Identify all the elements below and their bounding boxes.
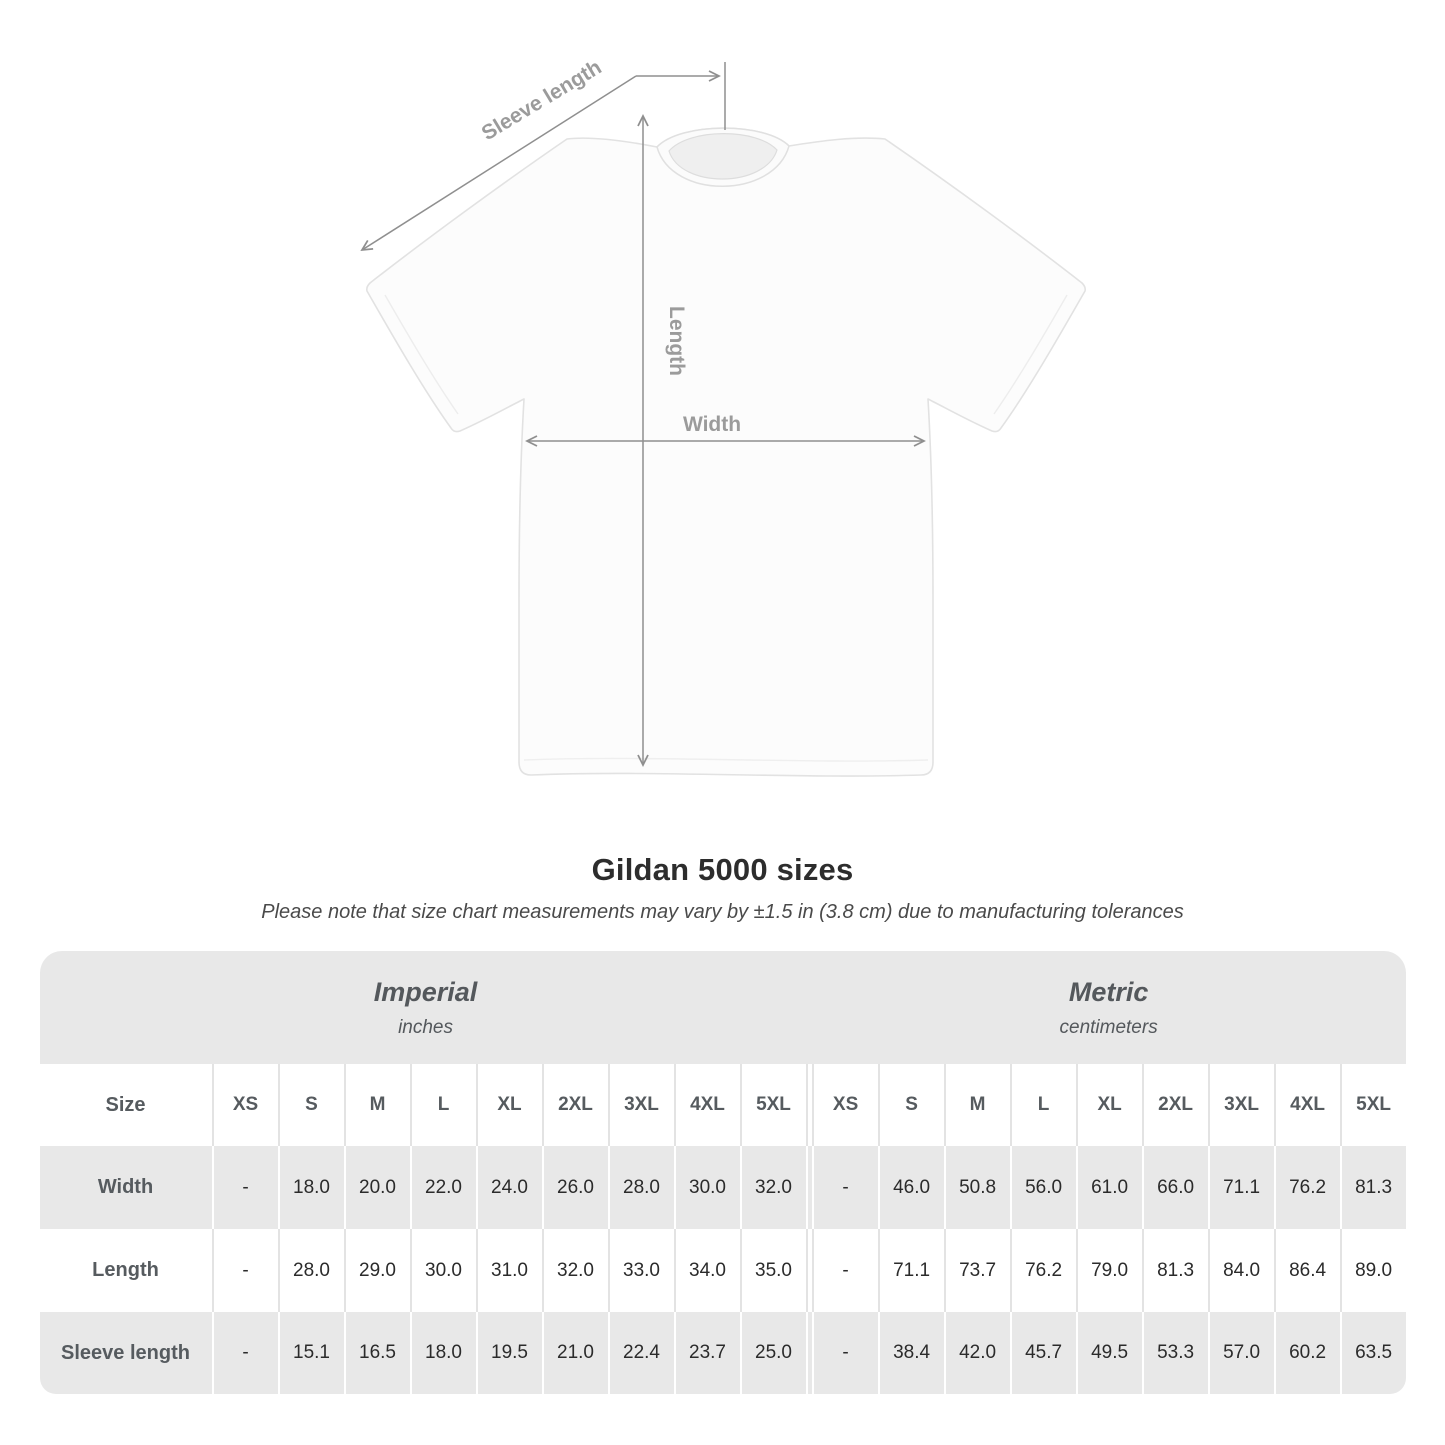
length-imp-2xl: 32.0 [542, 1229, 608, 1312]
sleeve-met-m: 42.0 [944, 1312, 1010, 1394]
width-met-2xl: 66.0 [1142, 1146, 1208, 1229]
sleeve-met-5xl: 63.5 [1340, 1312, 1406, 1394]
metric-header [812, 951, 1406, 1064]
length-imp-3xl: 33.0 [608, 1229, 674, 1312]
width-met-5xl: 81.3 [1340, 1146, 1406, 1229]
sleeve-imp-4xl: 23.7 [674, 1312, 740, 1394]
size-metric-3xl: 3XL [1208, 1064, 1274, 1146]
size-table [40, 951, 1406, 1394]
sleeve-imp-3xl: 22.4 [608, 1312, 674, 1394]
size-imperial-m: M [344, 1064, 410, 1146]
sleeve-imp-xl: 19.5 [476, 1312, 542, 1394]
sleeve-imp-l: 18.0 [410, 1312, 476, 1394]
imperial-label: Imperial [373, 976, 478, 1007]
size-imperial-xs: XS [212, 1064, 278, 1146]
length-met-m: 73.7 [944, 1229, 1010, 1312]
size-imperial-4xl: 4XL [674, 1064, 740, 1146]
size-metric-4xl: 4XL [1274, 1064, 1340, 1146]
length-imp-m: 29.0 [344, 1229, 410, 1312]
size-imperial-5xl: 5XL [740, 1064, 806, 1146]
size-imperial-xl: XL [476, 1064, 542, 1146]
sleeve-length-row [40, 1312, 1406, 1394]
sleeve-met-s: 38.4 [878, 1312, 944, 1394]
width-imp-l: 22.0 [410, 1146, 476, 1229]
width-row-label: Width [40, 1146, 212, 1229]
size-metric-xs: XS [812, 1064, 878, 1146]
length-met-s: 71.1 [878, 1229, 944, 1312]
length-met-3xl: 84.0 [1208, 1229, 1274, 1312]
length-met-2xl: 81.3 [1142, 1229, 1208, 1312]
size-imperial-3xl: 3XL [608, 1064, 674, 1146]
width-met-xl: 61.0 [1076, 1146, 1142, 1229]
imperial-header [40, 951, 812, 1064]
width-label: Width [682, 413, 742, 436]
width-imp-4xl: 30.0 [674, 1146, 740, 1229]
sleeve-length-label: Sleeve length [477, 55, 606, 146]
size-metric-m: M [944, 1064, 1010, 1146]
length-imp-l: 30.0 [410, 1229, 476, 1312]
width-imp-xs: - [212, 1146, 278, 1229]
sleeve-met-l: 45.7 [1010, 1312, 1076, 1394]
tolerance-note: Please note that size chart measurements may vary by ±1.5 in (3.8 cm) due to manufacturing tolerances [261, 901, 1184, 923]
sleeve-met-3xl: 57.0 [1208, 1312, 1274, 1394]
size-metric-2xl: 2XL [1142, 1064, 1208, 1146]
length-row [40, 1229, 1406, 1312]
sleeve-met-xl: 49.5 [1076, 1312, 1142, 1394]
width-met-s: 46.0 [878, 1146, 944, 1229]
sleeve-imp-2xl: 21.0 [542, 1312, 608, 1394]
size-imperial-s: S [278, 1064, 344, 1146]
width-imp-xl: 24.0 [476, 1146, 542, 1229]
sleeve-imp-m: 16.5 [344, 1312, 410, 1394]
size-metric-xl: XL [1076, 1064, 1142, 1146]
sleeve-met-4xl: 60.2 [1274, 1312, 1340, 1394]
sleeve-row-label: Sleeve length [40, 1312, 212, 1394]
width-met-m: 50.8 [944, 1146, 1010, 1229]
length-met-xs: - [812, 1229, 878, 1312]
width-met-4xl: 76.2 [1274, 1146, 1340, 1229]
metric-unit: centimeters [1059, 1016, 1158, 1038]
length-met-4xl: 86.4 [1274, 1229, 1340, 1312]
width-imp-2xl: 26.0 [542, 1146, 608, 1229]
length-met-l: 76.2 [1010, 1229, 1076, 1312]
width-row [40, 1146, 1406, 1229]
metric-label: Metric [1068, 976, 1149, 1007]
imperial-unit: inches [398, 1016, 453, 1038]
size-imperial-2xl: 2XL [542, 1064, 608, 1146]
length-row-label: Length [40, 1229, 212, 1312]
sleeve-met-xs: - [812, 1312, 878, 1394]
width-imp-s: 18.0 [278, 1146, 344, 1229]
size-metric-s: S [878, 1064, 944, 1146]
page-title: Gildan 5000 sizes [591, 852, 854, 887]
width-met-l: 56.0 [1010, 1146, 1076, 1229]
width-met-3xl: 71.1 [1208, 1146, 1274, 1229]
size-column-header: Size [40, 1064, 212, 1146]
width-imp-5xl: 32.0 [740, 1146, 806, 1229]
length-imp-4xl: 34.0 [674, 1229, 740, 1312]
sleeve-imp-s: 15.1 [278, 1312, 344, 1394]
length-imp-s: 28.0 [278, 1229, 344, 1312]
width-imp-3xl: 28.0 [608, 1146, 674, 1229]
length-met-5xl: 89.0 [1340, 1229, 1406, 1312]
size-metric-l: L [1010, 1064, 1076, 1146]
size-imperial-l: L [410, 1064, 476, 1146]
sleeve-imp-xs: - [212, 1312, 278, 1394]
length-met-xl: 79.0 [1076, 1229, 1142, 1312]
tshirt-body [367, 128, 1085, 776]
length-imp-xl: 31.0 [476, 1229, 542, 1312]
sleeve-met-2xl: 53.3 [1142, 1312, 1208, 1394]
width-imp-m: 20.0 [344, 1146, 410, 1229]
sleeve-imp-5xl: 25.0 [740, 1312, 806, 1394]
unit-header-row [40, 951, 1406, 1064]
width-met-xs: - [812, 1146, 878, 1229]
size-metric-5xl: 5XL [1340, 1064, 1406, 1146]
length-label: Length [665, 306, 688, 376]
length-imp-5xl: 35.0 [740, 1229, 806, 1312]
length-imp-xs: - [212, 1229, 278, 1312]
size-header-row [40, 1064, 1406, 1146]
